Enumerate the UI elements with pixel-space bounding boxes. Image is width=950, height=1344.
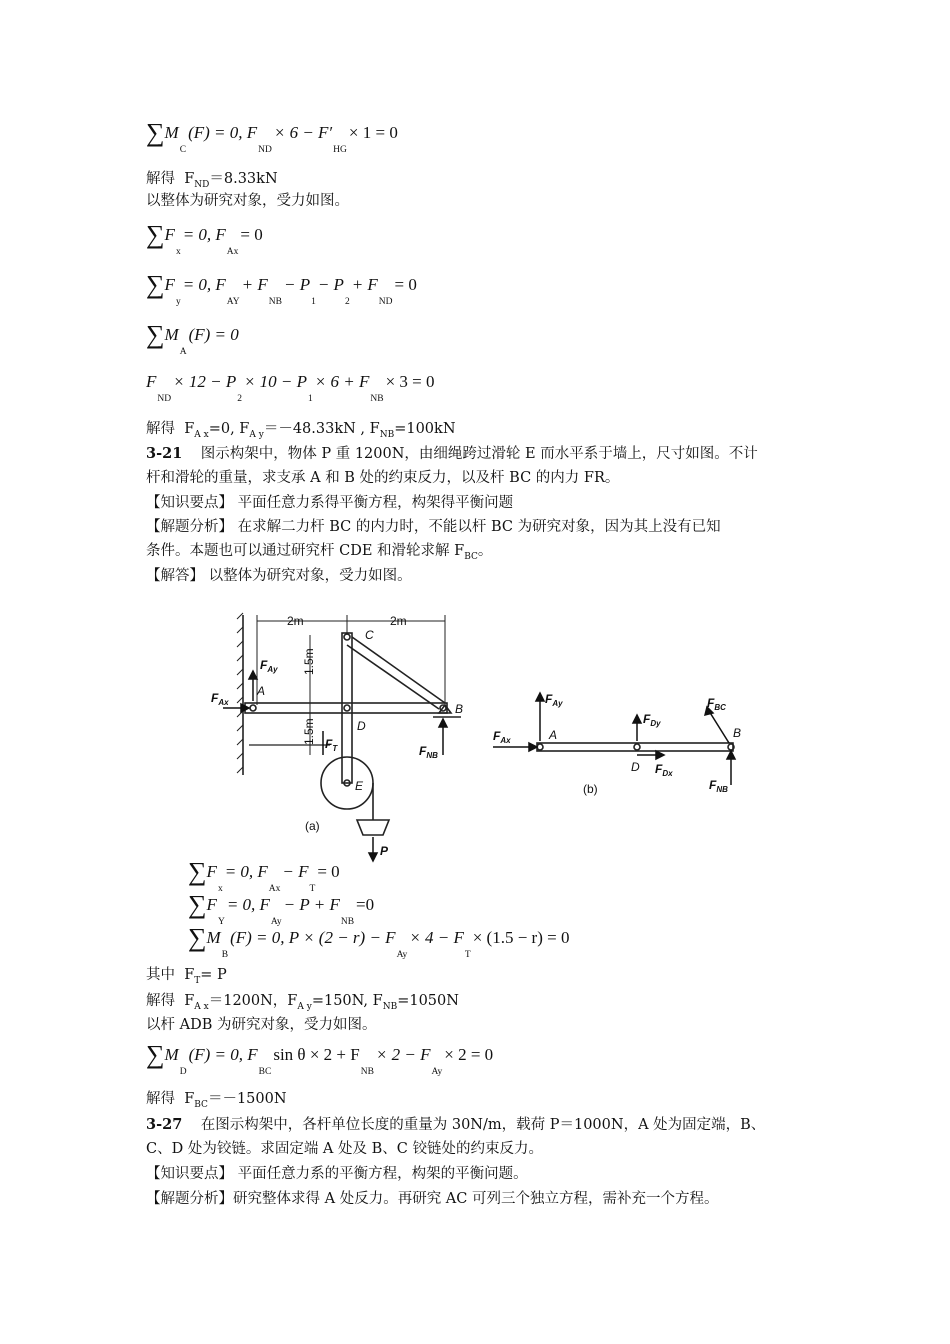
svg-text:E: E xyxy=(355,779,364,793)
svg-text:FAx: $F_{Ax}$ xyxy=(493,729,511,745)
svg-text:(b): (b) xyxy=(583,782,598,796)
svg-text:FNB: $F_{NB}$ xyxy=(709,778,728,794)
solution-reactions-1: 解得 $F_{A x}=0$, $F_{A y}=-48.33kN$ , $F_{NB}=100kN$ xyxy=(146,421,456,440)
svg-text:2m: 2m xyxy=(287,614,304,628)
svg-text:2m: 2m xyxy=(390,614,407,628)
equation-moment-expanded: $F_{ND}\times 12 - P_2\times 10 - P_1\times 6 + F_{NB}\times 3 = 0$ xyxy=(146,372,435,404)
svg-text:1.5m: 1.5m xyxy=(302,648,316,675)
svg-text:FDx: $F_{Dx}$ xyxy=(655,762,673,778)
solution-fbc: 解得 $F_{BC}=-1500N$ xyxy=(146,1091,287,1110)
analysis-3-21-line2: 条件。本题也可以通过研究杆 CDE 和滑轮求解 $F_{BC}$。 xyxy=(146,543,493,562)
problem-3-21-line1: 3-21 图示构架中，物体 P 重 1200N，由细绳跨过滑轮 E 而水平系于墙上，尺寸如图。不计 xyxy=(146,445,758,462)
equation-moment-b: $\sum M_B(F) = 0$, $P \times (2 - r) - F_{Ay}\times 4 - F_T\times (1.5 - r) = 0$ xyxy=(188,923,570,960)
knowledge-points-3-27: 【知识要点】 平面任意力系的平衡方程，构架的平衡问题。 xyxy=(146,1166,528,1182)
problem-3-27-line2: C、D 处为铰链。求固定端 A 处及 B、C 铰链处的约束反力。 xyxy=(146,1141,543,1157)
analysis-3-21-line1: 【解题分析】 在求解二力杆 BC 的内力时，不能以杆 BC 为研究对象，因为其上没有已知 xyxy=(146,519,721,535)
text-bar-adb: 以杆 ADB 为研究对象，受力如图。 xyxy=(146,1017,377,1033)
svg-text:1.5m: 1.5m xyxy=(302,718,316,745)
svg-text:C: C xyxy=(365,628,374,642)
knowledge-points-3-21: 【知识要点】 平面任意力系得平衡方程，构架得平衡问题 xyxy=(146,495,514,511)
svg-text:D: D xyxy=(357,719,366,733)
svg-text:FT: $F_T$ xyxy=(325,737,338,753)
text-whole-body: 以整体为研究对象，受力如图。 xyxy=(146,193,349,209)
solution-reactions-2: 解得 $F_{A x}=1200N$，$F_{A y}=150N$, $F_{NB}=1050N$ xyxy=(146,993,459,1012)
svg-text:D: D xyxy=(631,760,640,774)
svg-text:B: B xyxy=(455,702,464,716)
svg-text:FAx: $F_{Ax}$ xyxy=(211,691,229,707)
answer-3-21: 【解答】 以整体为研究对象，受力如图。 xyxy=(146,568,412,584)
svg-text:FNB: $F_{NB}$ xyxy=(419,744,438,760)
equation-moment-c: $\sum M_C(F) = 0$, $F_{ND}\times 6 - F'_{HG}\times 1 = 0$ xyxy=(146,118,398,155)
equation-sum-fy: $\sum F_y= 0$, $F_{AY}+ F_{NB}- P_1- P_2+ F_{ND}= 0$ xyxy=(146,270,417,307)
equation-moment-d: $\sum M_D(F) = 0$, $F_{BC}\sin$ $\theta \times 2 + F_{NB}\times 2 - F_{Ay}\times 2 = 0$ xyxy=(146,1040,494,1077)
svg-text:(a): (a) xyxy=(305,819,320,833)
svg-text:FDy: $F_{Dy}$ xyxy=(643,712,661,728)
svg-text:A: A xyxy=(549,728,558,742)
solution-fnd: 解得 $F_{ND}=8.33kN$ xyxy=(146,171,278,190)
problem-3-21-line2: 杆和滑轮的重量，求支承 A 和 B 处的约束反力，以及杆 BC 的内力 FR。 xyxy=(146,470,620,486)
svg-text:P: P xyxy=(380,844,389,858)
equation-sum-fx: $\sum F_x= 0$, $F_{Ax}= 0$ xyxy=(146,220,263,257)
problem-3-27-line1: 3-27 在图示构架中，各杆单位长度的重量为 30N/m，载荷 P＝1000N，A 处为固定端，B、 xyxy=(146,1116,766,1133)
svg-text:A: A xyxy=(257,684,266,698)
svg-text:B: B xyxy=(733,726,742,740)
figure-a-frame xyxy=(205,605,465,865)
svg-text:FAy: $F_{Ay}$ xyxy=(260,658,278,674)
equation-sum-fx-2: $\sum F_x= 0$, $F_{Ax}- F_T= 0$ xyxy=(188,857,340,894)
analysis-3-27: 【解题分析】研究整体求得 A 处反力。再研究 AC 可列三个独立方程，需补充一个方程。 xyxy=(146,1191,719,1207)
svg-text:FBC: $F_{BC}$ xyxy=(707,696,726,712)
figure-b-free-body xyxy=(485,685,755,805)
svg-text:FAy: $F_{Ay}$ xyxy=(545,692,563,708)
equation-sum-fy-2: $\sum F_Y= 0$, $F_{Ay}- P + F_{NB}=0$ xyxy=(188,890,375,927)
equation-moment-a: $\sum M_A(F) = 0$ xyxy=(146,320,239,357)
where-ft-equals-p: 其中 $F_T= P$ xyxy=(146,967,227,986)
